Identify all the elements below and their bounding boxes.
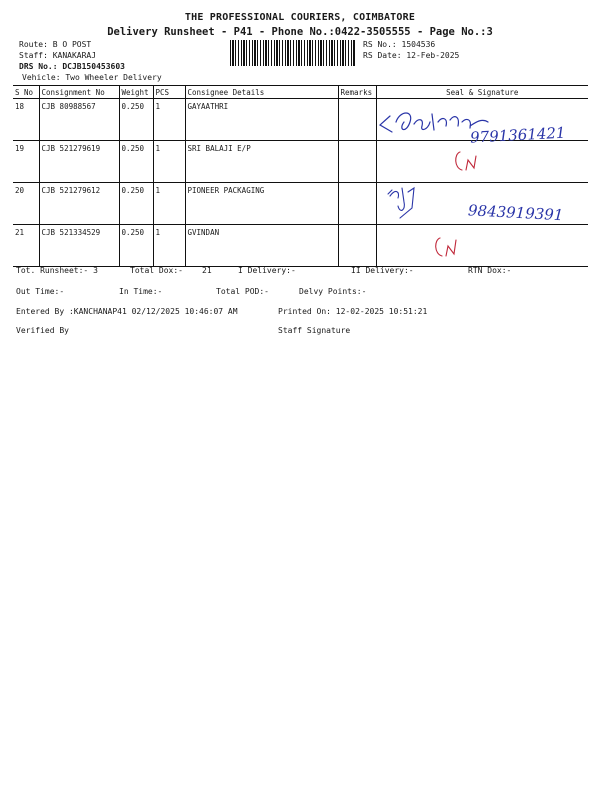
cell-pcs: 1: [153, 99, 185, 141]
col-header-remarks: Remarks: [338, 86, 376, 99]
cell-sno: 19: [13, 141, 39, 183]
cell-pcs: 1: [153, 183, 185, 225]
col-header-consignee: Consignee Details: [185, 86, 338, 99]
cell-pcs: 1: [153, 225, 185, 267]
barcode: [230, 40, 356, 66]
cell-consignee: GAYAATHRI: [185, 99, 338, 141]
rs-date: RS Date: 12-Feb-2025: [363, 51, 460, 60]
total-pod: Total POD:-: [216, 287, 269, 296]
handwritten-phone-row20: 9843919391: [467, 201, 564, 225]
col-header-consignment: Consignment No: [39, 86, 119, 99]
cell-sno: 20: [13, 183, 39, 225]
delvy-points: Delvy Points:-: [299, 287, 367, 296]
runsheet-title: Delivery Runsheet - P41 - Phone No.:0422-3505555 - Page No.:3: [107, 26, 493, 38]
cell-consignment: CJB 521279612: [39, 183, 119, 225]
printed-on: Printed On: 12-02-2025 10:51:21: [278, 307, 428, 316]
total-dox-label: Total Dox:-: [130, 266, 183, 275]
staff-signature: Staff Signature: [278, 326, 351, 335]
cell-consignee: GVINDAN: [185, 225, 338, 267]
rs-number: RS No.: 1504536: [363, 40, 436, 49]
cell-weight: 0.250: [119, 225, 153, 267]
entered-by: Entered By :KANCHANAP41 02/12/2025 10:46:07 AM: [16, 307, 238, 316]
col-header-seal-signature: Seal & Signature: [376, 86, 588, 99]
tot-runsheet: Tot. Runsheet:- 3: [16, 266, 98, 275]
handwritten-signatures: [370, 100, 595, 260]
cell-weight: 0.250: [119, 183, 153, 225]
cell-sno: 18: [13, 99, 39, 141]
cell-consignee: PIONEER PACKAGING: [185, 183, 338, 225]
verified-by: Verified By: [16, 326, 69, 335]
table-header-row: [13, 86, 588, 99]
company-name: THE PROFESSIONAL COURIERS, COIMBATORE: [184, 12, 416, 23]
col-header-pcs: PCS: [153, 86, 185, 99]
handwritten-phone-row18: 9791361421: [469, 123, 566, 147]
cell-consignee: SRI BALAJI E/P: [185, 141, 338, 183]
in-time: In Time:-: [119, 287, 163, 296]
initials-mark-row21: [436, 238, 456, 256]
staff-label: Staff: KANAKARAJ: [19, 51, 97, 60]
vehicle-label: Vehicle: Two Wheeler Delivery: [22, 73, 162, 82]
cell-weight: 0.250: [119, 99, 153, 141]
cell-consignment: CJB 521334529: [39, 225, 119, 267]
cell-pcs: 1: [153, 141, 185, 183]
cell-sno: 21: [13, 225, 39, 267]
route-label: Route: B O POST: [19, 40, 92, 49]
col-header-sno: S No: [13, 86, 39, 99]
rtn-dox: RTN Dox:-: [468, 266, 512, 275]
out-time: Out Time:-: [16, 287, 65, 296]
signature-scribble-row20: [388, 188, 414, 218]
initials-mark-row19: [456, 152, 476, 170]
cell-weight: 0.250: [119, 141, 153, 183]
drs-number: DRS No.: DCJB150453603: [19, 62, 125, 71]
total-dox-value: 21: [202, 266, 212, 275]
i-delivery: I Delivery:-: [238, 266, 296, 275]
cell-consignment: CJB 521279619: [39, 141, 119, 183]
ii-delivery: II Delivery:-: [351, 266, 414, 275]
col-header-weight: Weight: [119, 86, 153, 99]
cell-consignment: CJB 80988567: [39, 99, 119, 141]
